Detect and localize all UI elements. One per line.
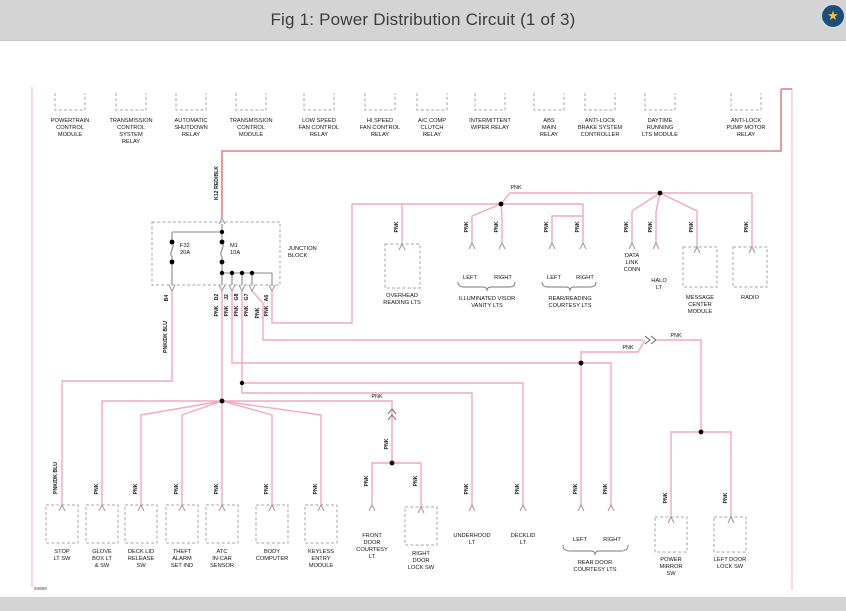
component-decklid-lt — [511, 505, 536, 546]
svg-text:PNK: PNK — [413, 475, 419, 487]
svg-text:DATA: DATA — [624, 253, 640, 259]
svg-text:LINK: LINK — [625, 260, 639, 266]
svg-text:READING LTS: READING LTS — [383, 300, 421, 306]
svg-text:PNK: PNK — [670, 333, 682, 339]
svg-text:BLOCK: BLOCK — [288, 253, 308, 259]
svg-text:CLUTCH: CLUTCH — [420, 125, 444, 131]
svg-text:PNK: PNK — [94, 483, 100, 495]
svg-text:FAN CONTROL: FAN CONTROL — [359, 125, 401, 131]
svg-text:PNK: PNK — [313, 483, 319, 495]
svg-text:PNK: PNK — [744, 221, 750, 233]
svg-text:SYSTEM: SYSTEM — [119, 132, 143, 138]
component-daytime-running-lts-module — [642, 93, 678, 138]
svg-text:LEFT: LEFT — [463, 275, 477, 281]
svg-text:ABS: ABS — [543, 118, 555, 124]
svg-text:LEFT: LEFT — [573, 537, 587, 543]
svg-text:MODULE: MODULE — [57, 132, 83, 138]
svg-text:KEYLESS: KEYLESS — [308, 549, 334, 555]
svg-text:DOOR: DOOR — [412, 558, 430, 564]
bottom-component-row — [46, 505, 746, 577]
svg-text:MODULE: MODULE — [238, 132, 264, 138]
svg-text:DECK LID: DECK LID — [127, 549, 155, 555]
fuse-m1-label: M1 — [230, 243, 238, 249]
svg-text:B4: B4 — [164, 294, 170, 302]
component-low-speed-fan-control-relay — [299, 93, 339, 138]
svg-text:PNK: PNK — [255, 307, 261, 319]
svg-text:LOCK SW: LOCK SW — [407, 565, 435, 571]
svg-text:PNK: PNK — [575, 221, 581, 233]
svg-text:PNK: PNK — [573, 483, 579, 495]
component-keyless-entry-module — [305, 505, 337, 569]
svg-text:REAR/READING: REAR/READING — [548, 296, 592, 302]
svg-text:PNK: PNK — [394, 221, 400, 233]
svg-text:GLOVE: GLOVE — [92, 549, 112, 555]
svg-text:PNK: PNK — [264, 305, 270, 317]
bottom-bar — [0, 597, 846, 611]
svg-text:ANTI-LOCK: ANTI-LOCK — [584, 118, 616, 124]
component-data-link-conn — [624, 243, 641, 273]
svg-text:FRONT: FRONT — [362, 533, 382, 539]
svg-text:10A: 10A — [230, 250, 241, 256]
svg-text:ANTI-LOCK: ANTI-LOCK — [730, 118, 762, 124]
svg-text:DOOR: DOOR — [363, 540, 381, 546]
svg-text:RIGHT: RIGHT — [603, 537, 621, 543]
svg-text:PNK: PNK — [364, 475, 370, 487]
svg-text:PNK/DK BLU: PNK/DK BLU — [53, 462, 59, 494]
svg-text:STOP: STOP — [54, 549, 70, 555]
pnk-wires — [62, 193, 752, 517]
svg-text:BODY: BODY — [263, 549, 281, 555]
svg-text:THEFT: THEFT — [172, 549, 192, 555]
svg-text:UNDERHOOD: UNDERHOOD — [453, 533, 491, 539]
svg-text:D2: D2 — [214, 293, 220, 301]
feed-wire-red — [222, 89, 792, 218]
svg-text:FAN CONTROL: FAN CONTROL — [298, 125, 340, 131]
svg-text:MESSAGE: MESSAGE — [685, 295, 715, 301]
component-automatic-shutdown-relay — [174, 93, 208, 138]
doc-number: 94699 — [34, 586, 47, 591]
svg-text:PNK: PNK — [663, 492, 669, 504]
svg-text:BOX LT: BOX LT — [92, 556, 112, 562]
svg-text:SENSOR: SENSOR — [209, 563, 235, 569]
svg-text:LT: LT — [468, 540, 476, 546]
splice-dots — [220, 191, 704, 466]
svg-text:CONTROL: CONTROL — [237, 125, 265, 131]
component-transmission-control-system-relay — [109, 93, 152, 145]
component-radio — [733, 247, 767, 301]
svg-text:PNK: PNK — [371, 394, 383, 400]
component-anti-lock-brake-system-controller — [578, 93, 623, 138]
component-intermittent-wiper-relay — [469, 93, 511, 131]
svg-text:SW: SW — [136, 563, 146, 569]
svg-text:REAR DOOR: REAR DOOR — [577, 560, 613, 566]
component-theft-alarm-set-ind — [166, 505, 198, 569]
svg-text:RELAY: RELAY — [422, 132, 442, 138]
component-illuminated-visor-vanity-lts — [458, 243, 515, 309]
svg-text:A6: A6 — [264, 294, 270, 302]
component-body-computer — [256, 505, 289, 562]
pin-labels — [164, 293, 270, 301]
component-front-door-courtesy-lt — [356, 505, 388, 560]
component-glove-box-lt-sw — [86, 505, 118, 569]
svg-text:VANITY LTS: VANITY LTS — [471, 303, 503, 309]
component-transmission-control-module — [229, 93, 272, 138]
svg-text:PNK: PNK — [510, 185, 522, 191]
svg-text:IN-CAR: IN-CAR — [212, 556, 232, 562]
svg-text:CENTER: CENTER — [688, 302, 712, 308]
svg-text:PNK: PNK — [133, 483, 139, 495]
svg-text:RIGHT: RIGHT — [494, 275, 512, 281]
svg-text:DECKLID: DECKLID — [510, 533, 536, 539]
component-rear-reading-courtesy-lts — [542, 243, 596, 309]
svg-text:ATC: ATC — [216, 549, 228, 555]
component-stop-lt-sw — [46, 505, 78, 562]
svg-text:& SW: & SW — [94, 563, 110, 569]
inline-connector-icon — [388, 336, 656, 420]
svg-text:MAIN: MAIN — [541, 125, 557, 131]
svg-text:RELAY: RELAY — [736, 132, 756, 138]
svg-text:PNK: PNK — [622, 345, 634, 351]
svg-text:PNK/DK BLU: PNK/DK BLU — [163, 321, 169, 353]
svg-text:MODULE: MODULE — [308, 563, 334, 569]
svg-text:SET IND: SET IND — [170, 563, 194, 569]
svg-text:PNK: PNK — [234, 305, 240, 317]
svg-text:PNK: PNK — [689, 221, 695, 233]
top-component-row — [51, 93, 766, 145]
svg-text:SW: SW — [666, 571, 676, 577]
component-halo-lt — [651, 243, 667, 291]
svg-text:RELAY: RELAY — [370, 132, 390, 138]
svg-text:RELAY: RELAY — [309, 132, 329, 138]
svg-text:RIGHT: RIGHT — [412, 551, 430, 557]
svg-text:LEFT DOOR: LEFT DOOR — [713, 557, 747, 563]
component-message-center-module — [683, 247, 717, 315]
svg-text:LEFT: LEFT — [547, 275, 561, 281]
component-deck-lid-release-sw — [125, 505, 157, 569]
junction-block-pin-arrows — [169, 285, 275, 291]
svg-text:PNK: PNK — [214, 305, 220, 317]
svg-text:LOCK SW: LOCK SW — [716, 564, 744, 570]
svg-text:CONN: CONN — [623, 267, 641, 273]
svg-text:PNK: PNK — [544, 221, 550, 233]
svg-text:OVERHEAD: OVERHEAD — [386, 293, 418, 299]
svg-text:LT: LT — [655, 285, 663, 291]
junction-block-label: JUNCTION — [288, 246, 317, 252]
svg-text:POWERTRAIN: POWERTRAIN — [50, 118, 90, 124]
svg-text:PNK: PNK — [464, 221, 470, 233]
svg-text:HALO: HALO — [651, 278, 667, 284]
junction-block — [152, 218, 317, 291]
svg-text:COURTESY LTS: COURTESY LTS — [573, 567, 617, 573]
svg-text:SHUTDOWN: SHUTDOWN — [174, 125, 208, 131]
bookmark-star-button[interactable]: ★ — [821, 4, 845, 28]
component-abs-main-relay — [534, 93, 564, 138]
svg-text:PNK: PNK — [624, 221, 630, 233]
svg-text:LOW SPEED: LOW SPEED — [302, 118, 336, 124]
svg-text:PUMP MOTOR: PUMP MOTOR — [726, 125, 766, 131]
svg-text:AUTOMATIC: AUTOMATIC — [174, 118, 208, 124]
svg-text:COURTESY LTS: COURTESY LTS — [548, 303, 592, 309]
svg-text:A/C COMP: A/C COMP — [417, 118, 447, 124]
svg-text:PNK: PNK — [464, 483, 470, 495]
svg-text:G7: G7 — [244, 293, 250, 301]
component-hi-speed-fan-control-relay — [360, 93, 400, 138]
svg-text:J2: J2 — [224, 294, 230, 300]
svg-text:RIGHT: RIGHT — [576, 275, 594, 281]
svg-text:LT: LT — [519, 540, 527, 546]
svg-text:WIPER RELAY: WIPER RELAY — [470, 125, 510, 131]
svg-text:HI SPEED: HI SPEED — [366, 118, 394, 124]
svg-text:RELEASE: RELEASE — [127, 556, 155, 562]
svg-text:PNK: PNK — [515, 483, 521, 495]
svg-text:PNK: PNK — [244, 305, 250, 317]
svg-text:PNK: PNK — [723, 492, 729, 504]
svg-text:RELAY: RELAY — [121, 139, 141, 145]
component-left-door-lock-sw — [714, 517, 746, 570]
svg-text:LTS MODULE: LTS MODULE — [642, 132, 678, 138]
component-overhead-reading-lts — [383, 244, 421, 306]
component-atc-in-car-sensor — [206, 505, 238, 569]
svg-text:PNK: PNK — [648, 221, 654, 233]
svg-text:MODULE: MODULE — [687, 309, 713, 315]
svg-text:PNK: PNK — [174, 483, 180, 495]
svg-text:PNK: PNK — [224, 305, 230, 317]
component-right-door-lock-sw — [405, 507, 437, 571]
svg-text:RELAY: RELAY — [539, 132, 559, 138]
svg-text:PNK: PNK — [384, 438, 390, 450]
svg-text:CONTROLLER: CONTROLLER — [580, 132, 620, 138]
svg-text:ILLUMINATED VISOR: ILLUMINATED VISOR — [458, 296, 516, 302]
component-rear-door-courtesy-lts — [563, 505, 628, 573]
svg-text:RADIO: RADIO — [740, 295, 760, 301]
component-underhood-lt — [453, 505, 490, 546]
component-ac-comp-clutch-relay — [417, 93, 447, 138]
svg-text:POWER: POWER — [660, 557, 682, 563]
svg-text:TRANSMISSION: TRANSMISSION — [229, 118, 273, 124]
svg-text:INTERMITTENT: INTERMITTENT — [469, 118, 511, 124]
svg-text:CONTROL: CONTROL — [117, 125, 145, 131]
svg-text:RUNNING: RUNNING — [646, 125, 674, 131]
svg-text:LT: LT — [368, 554, 376, 560]
fuse-f32-label: F32 — [180, 243, 190, 249]
component-anti-lock-pump-motor-relay — [727, 93, 766, 138]
svg-text:COURTESY: COURTESY — [356, 547, 388, 553]
svg-text:TRANSMISSION: TRANSMISSION — [109, 118, 153, 124]
component-powertrain-control-module — [51, 93, 89, 138]
svg-text:LT SW: LT SW — [53, 556, 71, 562]
page-title: Fig 1: Power Distribution Circuit (1 of 3) — [270, 10, 576, 29]
svg-text:RELAY: RELAY — [181, 132, 201, 138]
svg-text:ALARM: ALARM — [172, 556, 192, 562]
svg-text:G8: G8 — [234, 293, 240, 301]
svg-text:PNK: PNK — [603, 483, 609, 495]
svg-text:COMPUTER: COMPUTER — [255, 556, 289, 562]
svg-text:PNK: PNK — [494, 221, 500, 233]
svg-text:BRAKE SYSTEM: BRAKE SYSTEM — [577, 125, 623, 131]
feed-wire-label: K12 RED/BLK — [214, 165, 220, 201]
component-power-mirror-sw — [655, 517, 687, 577]
svg-text:ENTRY: ENTRY — [311, 556, 331, 562]
svg-text:CONTROL: CONTROL — [56, 125, 84, 131]
svg-text:20A: 20A — [180, 250, 191, 256]
middle-component-row — [383, 243, 767, 315]
svg-text:MIRROR: MIRROR — [659, 564, 683, 570]
svg-text:PNK: PNK — [264, 483, 270, 495]
svg-text:PNK: PNK — [214, 483, 220, 495]
svg-text:DAYTIME: DAYTIME — [647, 118, 673, 124]
